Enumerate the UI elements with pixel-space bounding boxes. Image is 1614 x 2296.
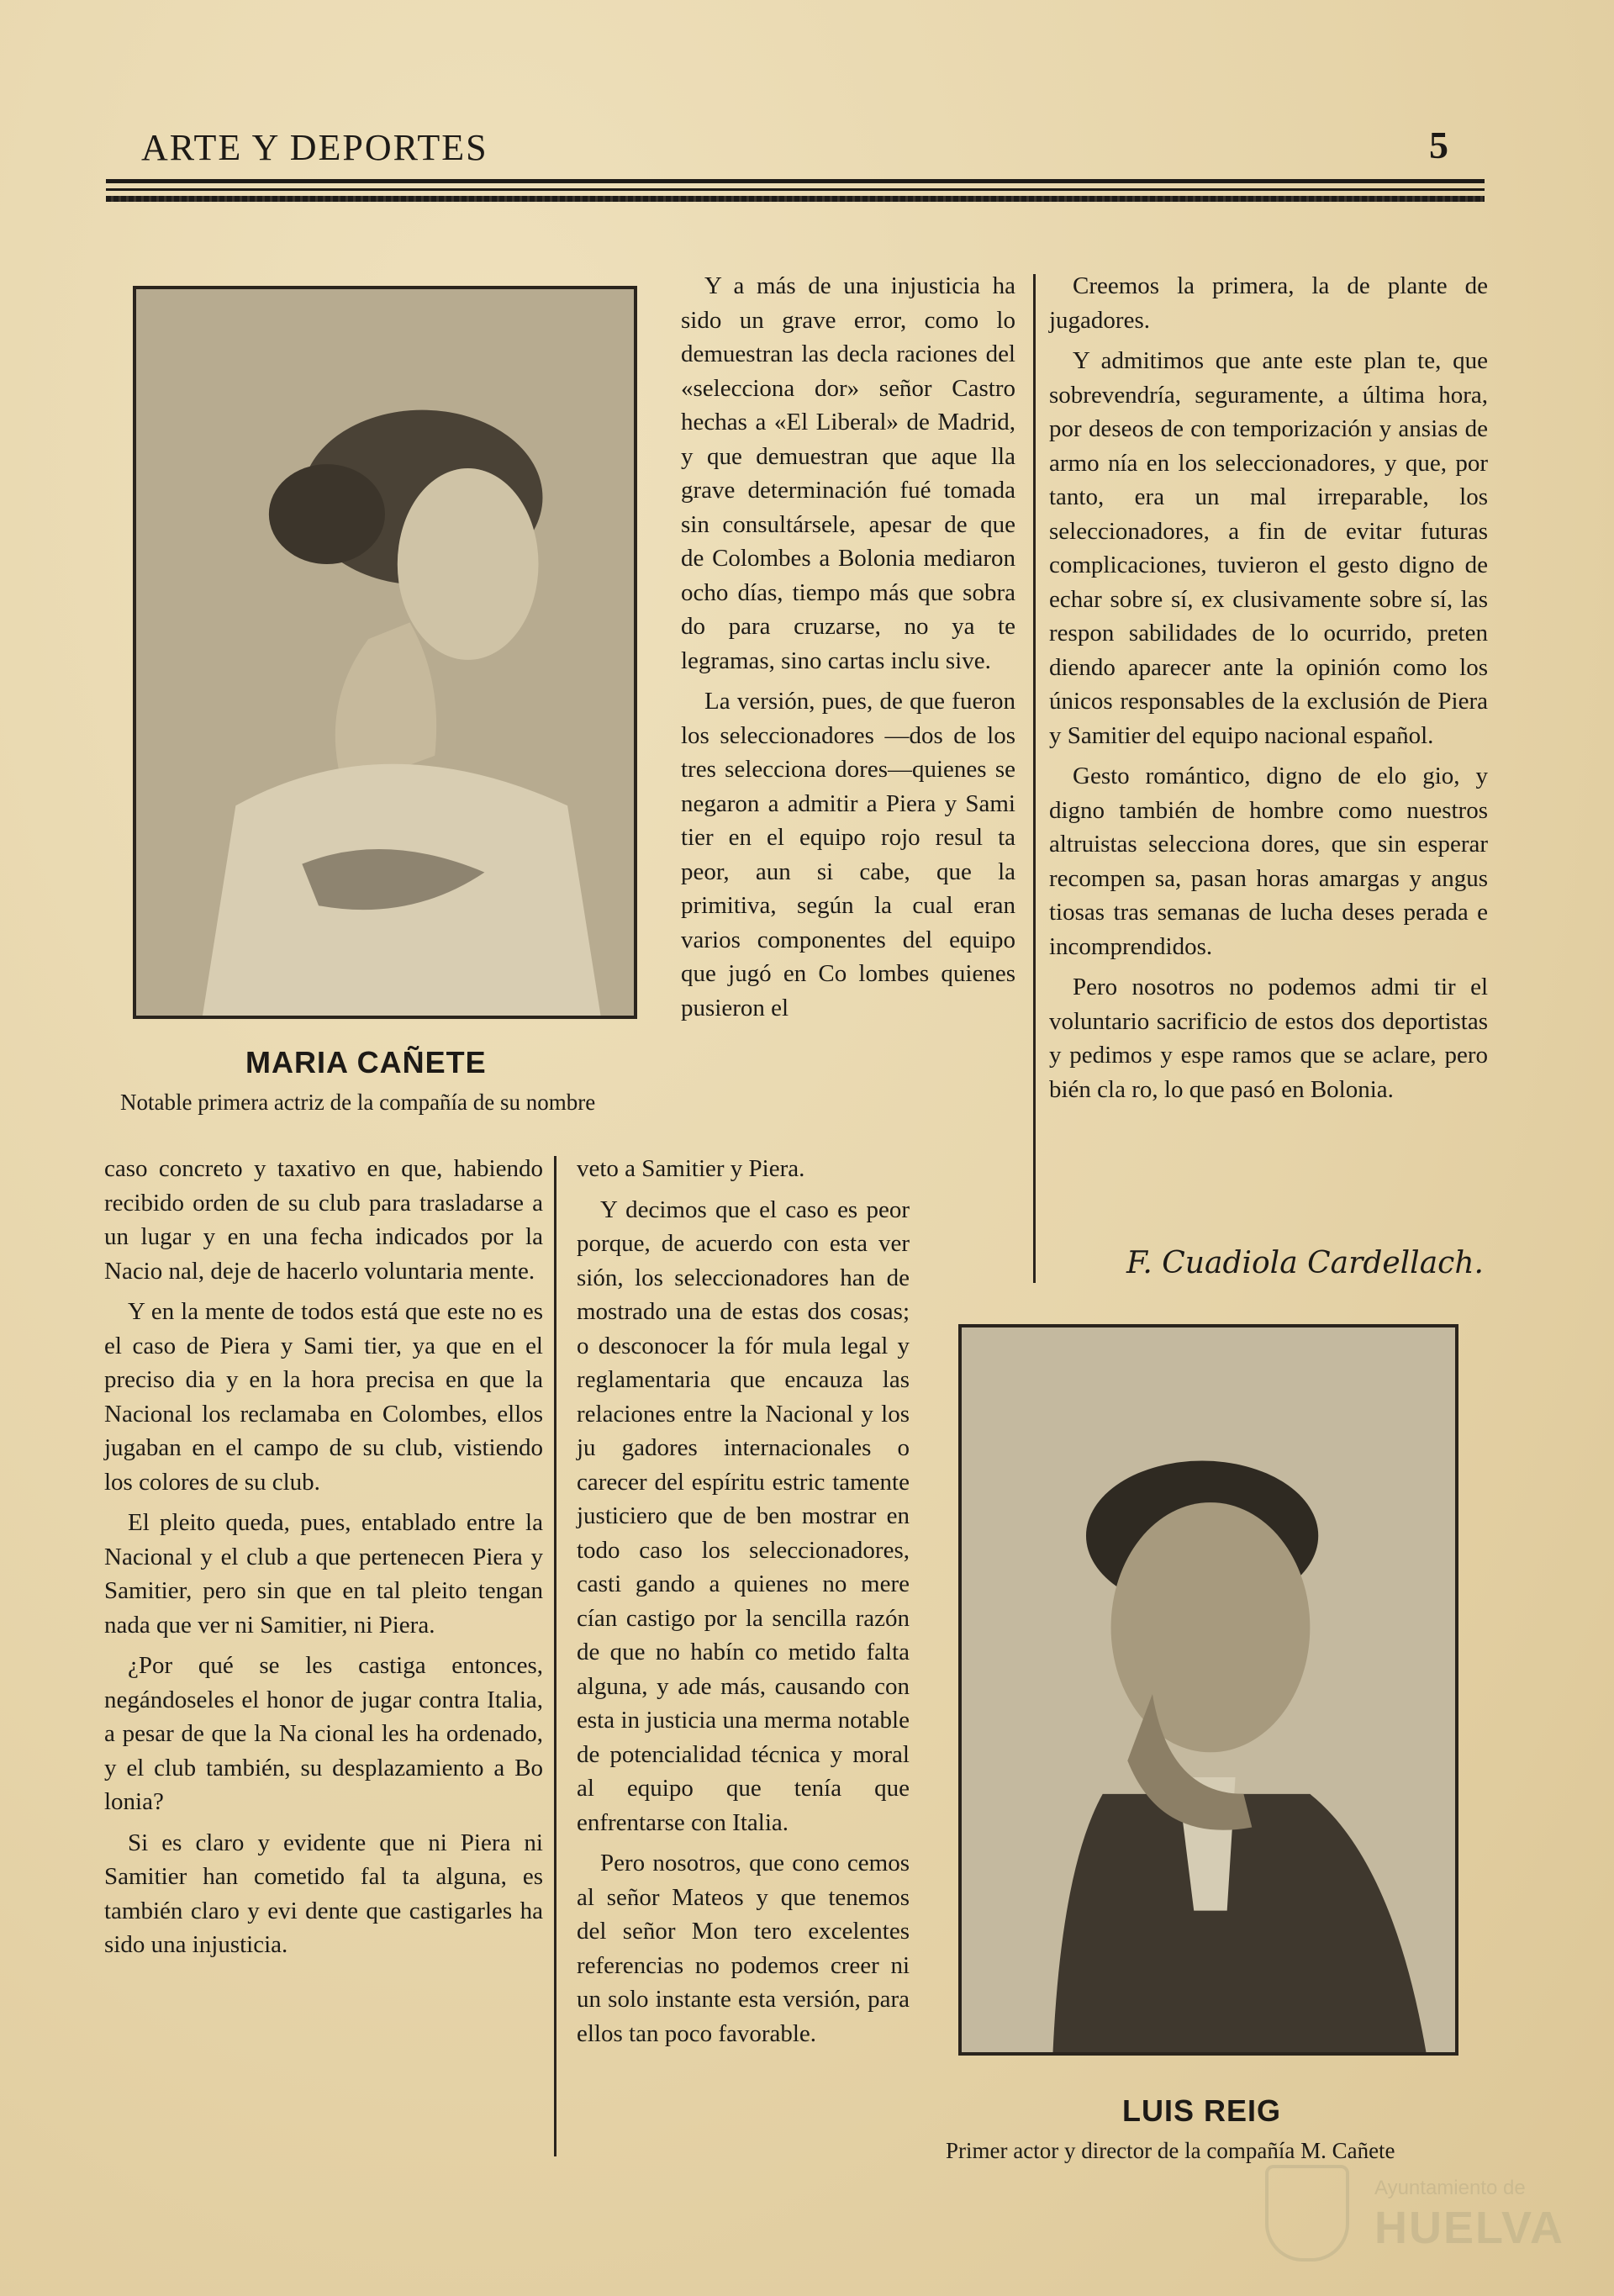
- photo-caption-description: Notable primera actriz de la compañía de su nombre: [120, 1090, 596, 1115]
- paragraph: Pero nosotros no podemos admi tir el voluntario sacrificio de estos dos deportistas y pedimos y espe ramos que se aclare, pero bién cla ro, lo que pasó en Bolonia.: [1049, 974, 1488, 1103]
- column-divider: [1033, 274, 1036, 1283]
- photo-caption-name: LUIS REIG: [1122, 2093, 1282, 2128]
- paragraph: Y admitimos que ante este plan te, que sobrevendría, seguramente, a última hora, por deseos de con temporización y ansias de armo nía en los seleccionadores, y que, por tanto, era un mal irreparable, los seleccionadores, a fin de evitar futuras complicaciones, tuvieron el gesto digno de echar sobre sí, ex clusivamente sobre sí, las respon sabilidades de lo ocurrido, preten diendo aparecer ante la opinión como los únicos responsables de la exclusión de Piera y Samitier del equipo nacional español.: [1049, 347, 1488, 749]
- photo-caption-name: MARIA CAÑETE: [245, 1045, 487, 1079]
- watermark-line1: Ayuntamiento de: [1374, 2177, 1526, 2199]
- header-rule: [106, 188, 1485, 191]
- portrait-woman-image: [136, 289, 634, 1016]
- paragraph: Creemos la primera, la de plante de jugadores.: [1049, 272, 1488, 334]
- paragraph: Y en la mente de todos está que este no es el caso de Piera y Sami tier, ya que en el preciso dia y en la hora precisa en que la Nacional los reclamaba en Colombes, ellos jugaban en el campo de su club, vistiendo los colores de su club.: [104, 1298, 543, 1496]
- archive-watermark: [1265, 2165, 1564, 2266]
- paragraph: La versión, pues, de que fueron los seleccionadores —dos de los tres selecciona dores—quienes se negaron a admitir a Piera y Sami tier en el equipo rojo resul ta peor, aun si cabe, que la primitiva, según la cual eran varios componentes del equipo que jugó en Co lombes quienes pusieron el: [681, 688, 1015, 1021]
- paragraph: Y decimos que el caso es peor porque, de acuerdo con esta ver sión, los seleccionadores han de mostrado una de estas dos cosas; o desconocer la fór mula legal y reglamentaria que encauza las relaciones entre la Nacional y los ju gadores internacionales o carecer del espíritu estric tamente justiciero que de ben mostrar en todo caso los seleccionadores, casti gando a quienes no mere cían castigo por la sencilla razón de que no habín co metido falta alguna, y ade más, causando con esta in justicia una merma notable de potencialidad técnica y moral al equipo que tenía que enfrentarse con Italia.: [577, 1196, 910, 1836]
- article-column-middle: [577, 1152, 910, 2057]
- paragraph: ¿Por qué se les castiga entonces, negándoseles el honor de jugar contra Italia, a pesar de que la Na cional les ha ordenado, y el club también, su desplazamiento a Bo lonia?: [104, 1652, 543, 1815]
- header-rule: [106, 179, 1485, 183]
- paragraph: caso concreto y taxativo en que, habiendo recibido orden de su club para trasladarse a un lugar y en una fecha indicados por la Nacio nal, deje de hacerlo voluntaria mente.: [104, 1155, 543, 1285]
- photo-luis-reig: [958, 1324, 1458, 2056]
- column-divider: [554, 1156, 556, 2156]
- paragraph: El pleito queda, pues, entablado entre la Nacional y el club a que pertenecen Piera y Samitier, pero sin que en tal pleito tengan nada que ver ni Samitier, ni Piera.: [104, 1509, 543, 1639]
- paragraph: veto a Samitier y Piera.: [577, 1155, 805, 1182]
- paragraph: Pero nosotros, que cono cemos al señor Mateos y que tenemos del señor Mon tero excelentes referencias no podemos creer ni un solo instante esta versión, para ellos tan poco favorable.: [577, 1850, 910, 2047]
- watermark-line2: HUELVA: [1374, 2203, 1564, 2253]
- photo-maria-canete: [133, 286, 637, 1019]
- paragraph: Y a más de una injusticia ha sido un grave error, como lo demuestran las decla raciones del «selecciona dor» señor Castro hechas a «El Liberal» de Madrid, y que demuestran que aque lla grave determinación fué tomada sin consultársele, apesar de que de Colombes a Bolonia mediaron ocho días, tiempo más que sobra do para cruzarse, no ya te legramas, sino cartas inclu sive.: [681, 272, 1015, 674]
- portrait-man-image: [962, 1327, 1455, 2052]
- page-number: 5: [1429, 124, 1448, 166]
- article-column-left: [104, 1152, 543, 1969]
- author-signature: F. Cuadiola Cardellach.: [1126, 1246, 1484, 1280]
- coat-of-arms-icon: [1265, 2165, 1349, 2262]
- header-rule: [106, 196, 1485, 202]
- article-column-right: [1049, 269, 1488, 1113]
- section-title: ARTE Y DEPORTES: [141, 127, 488, 168]
- paragraph: Si es claro y evidente que ni Piera ni Samitier han cometido fal ta alguna, es también claro y evi dente que castigarles ha sido una injusticia.: [104, 1829, 543, 1958]
- paragraph: Gesto romántico, digno de elo gio, y digno también de hombre como nuestros altruistas selecciona dores, que sin esperar recompen sa, pasan horas amargas y angus tiosas tras semanas de lucha deses perada e incomprendidos.: [1049, 763, 1488, 960]
- photo-caption-description: Primer actor y director de la compañía M. Cañete: [946, 2138, 1395, 2163]
- article-column-middle-top: [681, 269, 1015, 1032]
